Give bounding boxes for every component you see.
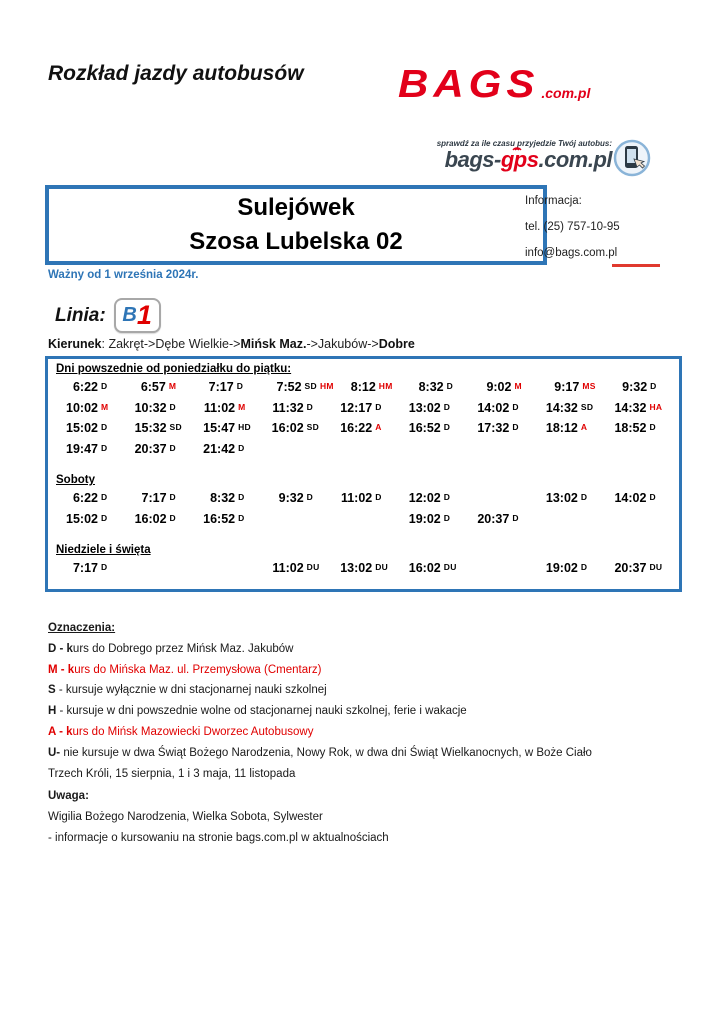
departure-flag: A [580,422,588,433]
departure-flag: D [101,512,108,523]
departure-row [56,488,673,509]
empty-cell [467,488,536,509]
departure-flag: D [169,442,176,453]
departure-row [56,418,673,439]
empty-cell [467,558,536,579]
departure-flag: D [443,401,451,412]
departure-time: 8:12 [350,380,376,395]
departure-cell [537,377,605,398]
departure-time: 13:02 [545,491,578,506]
departure-flag: HA [649,401,663,412]
departure-flag: D [649,422,656,433]
legend-entry: U- nie kursuje w dwa Świąt Bożego Narodzenia, Nowy Rok, w dwa dni Świąt Wielkanocnych, w Boże Ciało [48,746,592,759]
departure-cell [125,488,194,509]
timetable-section [56,363,673,459]
departure-flag: SD [306,422,320,433]
departure-time: 14:02 [477,400,510,415]
departure-cell [604,398,673,419]
gps-logo-accent: gps [501,147,539,172]
departure-flag: D [512,422,519,433]
departure-time: 19:02 [408,511,441,526]
gps-tagline: sprawdź za ile czasu przyjedzie Twój autobus: [436,139,612,148]
departure-cell [56,398,125,419]
departure-time: 19:47 [66,441,98,456]
departure-time: 15:47 [203,421,236,436]
direction-segment: Mińsk Maz. [240,337,307,351]
departure-cell [399,418,468,439]
stop-header-box [45,185,547,265]
departure-flag: D [580,562,588,573]
departure-flag: D [443,422,451,433]
departure-cell [399,398,468,419]
legend-heading: Oznaczenia: [48,622,116,634]
notes [48,786,389,849]
bags-logo [398,61,591,106]
departure-flag: D [443,492,451,503]
departure-time: 12:02 [408,491,441,506]
departure-flag: D [101,562,108,573]
departure-flag: D [101,381,108,392]
departure-time: 10:32 [134,400,167,415]
departure-cell [260,377,334,398]
departure-flag: D [443,512,451,523]
departure-flag: M [238,401,246,412]
timetable [45,356,682,592]
departure-cell [330,488,399,509]
departure-time: 20:37 [614,561,647,576]
departure-cell [330,398,399,419]
departure-cell [125,418,194,439]
departure-cell [604,558,673,579]
contact-phone: tel. (25) 757-10-95 [525,221,620,233]
departure-flag: D [101,422,108,433]
departure-time: 8:32 [210,491,236,506]
departure-flag: D [101,492,108,503]
contact-info [525,188,620,266]
empty-cell [125,558,194,579]
departure-flag: D [101,442,108,453]
departure-cell [125,398,194,419]
direction-segment: Dobre [378,337,415,351]
empty-cell [262,509,331,530]
departure-flag: D [169,492,176,503]
departure-cell [402,377,470,398]
departure-flag: D [375,492,382,503]
departure-flag: D [446,381,454,392]
departure-flag: D [169,512,176,523]
departure-flag: DU [443,562,457,573]
departure-cell [193,509,262,530]
departure-flag: M [101,401,109,412]
legend-entry: A - kurs do Mińsk Mazowiecki Dworzec Autobusowy [48,725,314,738]
departure-cell [125,439,194,460]
departure-time: 6:22 [72,380,98,395]
note-line: Wigilia Bożego Narodzenia, Wielka Sobota, Sylwester [48,811,323,823]
departure-time: 11:02 [340,491,373,506]
departure-cell [193,418,262,439]
departure-cell [56,488,125,509]
line-label: Linia: [55,304,106,326]
departure-time: 14:02 [614,491,647,506]
departure-cell [56,558,125,579]
empty-cell [399,439,468,460]
departure-flag: M [168,381,177,392]
departure-flag: D [238,442,245,453]
departure-time: 13:02 [340,561,373,576]
departure-time: 16:02 [134,511,167,526]
departure-flag: SD [580,401,594,412]
direction-segment: ->Jakubów-> [306,337,379,351]
legend-entry: H - kursuje w dni powszednie wolne od stacjonarnej nauki szkolnej, ferie i wakacje [48,705,467,718]
departure-flag: D [236,381,244,392]
notes-heading: Uwaga: [48,790,89,802]
departure-cell [467,398,536,419]
departure-time: 20:37 [134,441,167,456]
departure-time: 16:02 [271,421,304,436]
departure-flag: MS [582,381,596,392]
departure-flag: DU [649,562,663,573]
departure-flag: D [512,401,519,412]
departure-time: 8:32 [418,380,444,395]
departure-time: 16:52 [203,511,236,526]
departure-time: 18:12 [545,421,578,436]
stop-city: Sulejówek [237,194,355,221]
legend [48,618,592,784]
gps-logo [424,148,612,172]
timetable-section [56,544,673,579]
departure-time: 7:17 [208,380,234,395]
bags-gps-block [424,139,612,172]
departure-time: 11:02 [203,400,236,415]
departure-cell [604,418,673,439]
departure-cell [262,488,331,509]
departure-cell [56,509,125,530]
departure-cell [330,558,399,579]
gps-logo-suffix: .com.pl [538,147,612,172]
direction-line [48,337,415,351]
departure-row [56,398,673,419]
legend-entry: S - kursuje wyłącznie w dni stacjonarnej nauki szkolnej [48,684,327,697]
line-row [55,298,161,333]
timetable-section [56,474,673,529]
departure-flag: D [306,492,314,503]
departure-cell [536,558,605,579]
legend-entry: Trzech Króli, 15 sierpnia, 1 i 3 maja, 11 listopada [48,767,296,780]
departure-flag: A [375,422,382,433]
departure-cell [469,377,537,398]
departure-time: 15:02 [66,511,98,526]
departure-flag: D [375,401,382,412]
departure-time: 11:32 [272,400,304,415]
departure-flag: HM [319,381,334,392]
legend-entry: D - kurs do Dobrego przez Mińsk Maz. Jakubów [48,642,294,655]
valid-from-note: Ważny od 1 września 2024r. [48,269,199,281]
departure-time: 16:52 [408,421,441,436]
section-header: Dni powszednie od poniedziałku do piątku: [56,363,292,375]
departure-cell [467,418,536,439]
departure-time: 7:52 [276,380,302,395]
empty-cell [604,439,673,460]
departure-cell [193,488,262,509]
departure-cell [125,509,194,530]
departure-row [56,558,673,579]
empty-cell [467,439,536,460]
departure-time: 16:22 [340,421,373,436]
departure-time: 14:32 [545,400,578,415]
departure-cell [193,439,262,460]
departure-flag: SD [304,381,317,392]
section-header: Niedziele i święta [56,544,151,556]
departure-time: 17:32 [477,421,510,436]
note-line: - informacje o kursowaniu na stronie bags.com.pl w aktualnościach [48,832,389,844]
contact-email: info@bags.com.pl [525,247,618,259]
departure-cell [192,377,260,398]
empty-cell [536,509,605,530]
departure-flag: HD [238,422,251,433]
departure-time: 20:37 [477,511,510,526]
legend-entry: M - kurs do Mińska Maz. ul. Przemysłowa (Cmentarz) [48,663,322,676]
departure-flag: HM [378,381,393,392]
empty-cell [536,439,605,460]
empty-cell [262,439,331,460]
departure-cell [262,558,331,579]
bags-logo-text: BAGS [398,61,540,106]
departure-flag: D [306,401,314,412]
empty-cell [193,558,262,579]
departure-cell [56,439,125,460]
departure-cell [399,558,468,579]
departure-time: 9:02 [486,380,512,395]
gps-logo-prefix: bags- [444,147,501,172]
departure-cell [56,377,124,398]
departure-flag: SD [169,422,182,433]
departure-cell [193,398,262,419]
bags-logo-suffix: .com.pl [541,85,591,101]
departure-time: 7:17 [141,491,167,506]
direction-segment: Kierunek [48,337,102,351]
departure-time: 12:17 [340,400,373,415]
departure-time: 10:02 [66,400,98,415]
departure-time: 9:17 [554,380,580,395]
line-badge-number: 1 [136,300,152,330]
departure-cell [536,488,605,509]
line-badge-letter: B [122,304,137,326]
departure-cell [262,418,331,439]
departure-time: 21:42 [203,441,236,456]
page-title: Rozkład jazdy autobusów [48,62,304,85]
departure-time: 11:02 [272,561,304,576]
departure-flag: DU [306,562,320,573]
departure-cell [334,377,402,398]
departure-flag: D [169,401,176,412]
departure-cell [124,377,192,398]
departure-time: 6:57 [140,380,166,395]
departure-cell [604,488,673,509]
departure-time: 15:32 [134,421,167,436]
departure-cell [399,509,468,530]
departure-cell [467,509,536,530]
departure-time: 13:02 [408,400,441,415]
departure-time: 19:02 [545,561,578,576]
departure-cell [330,418,399,439]
departure-time: 9:32 [622,380,648,395]
departure-row [56,377,673,398]
departure-cell [536,418,605,439]
empty-cell [604,509,673,530]
departure-cell [605,377,673,398]
departure-flag: D [580,492,588,503]
contact-label: Informacja: [525,195,582,207]
smartphone-in-circle-icon [613,139,651,182]
line-badge [114,298,161,333]
departure-time: 16:02 [408,561,441,576]
wifi-signal-icon [511,143,523,151]
departure-cell [536,398,605,419]
departure-cell [399,488,468,509]
departure-time: 14:32 [614,400,647,415]
departure-cell [262,398,331,419]
departure-flag: D [650,381,657,392]
departure-flag: D [238,512,245,523]
departure-flag: M [514,381,522,392]
empty-cell [330,509,399,530]
departure-row [56,509,673,530]
direction-segment: : Zakręt->Dębe Wielkie-> [101,337,241,351]
departure-time: 9:32 [278,491,304,506]
departure-row [56,439,673,460]
departure-flag: DU [375,562,389,573]
red-accent-divider [612,264,660,267]
departure-flag: D [238,492,245,503]
departure-cell [56,418,125,439]
empty-cell [330,439,399,460]
section-header: Soboty [56,474,95,486]
departure-flag: D [512,512,519,523]
departure-time: 15:02 [66,421,98,436]
departure-time: 7:17 [72,561,98,576]
departure-flag: D [649,492,656,503]
departure-time: 6:22 [72,491,98,506]
stop-street: Szosa Lubelska 02 [189,228,403,255]
departure-time: 18:52 [614,421,647,436]
